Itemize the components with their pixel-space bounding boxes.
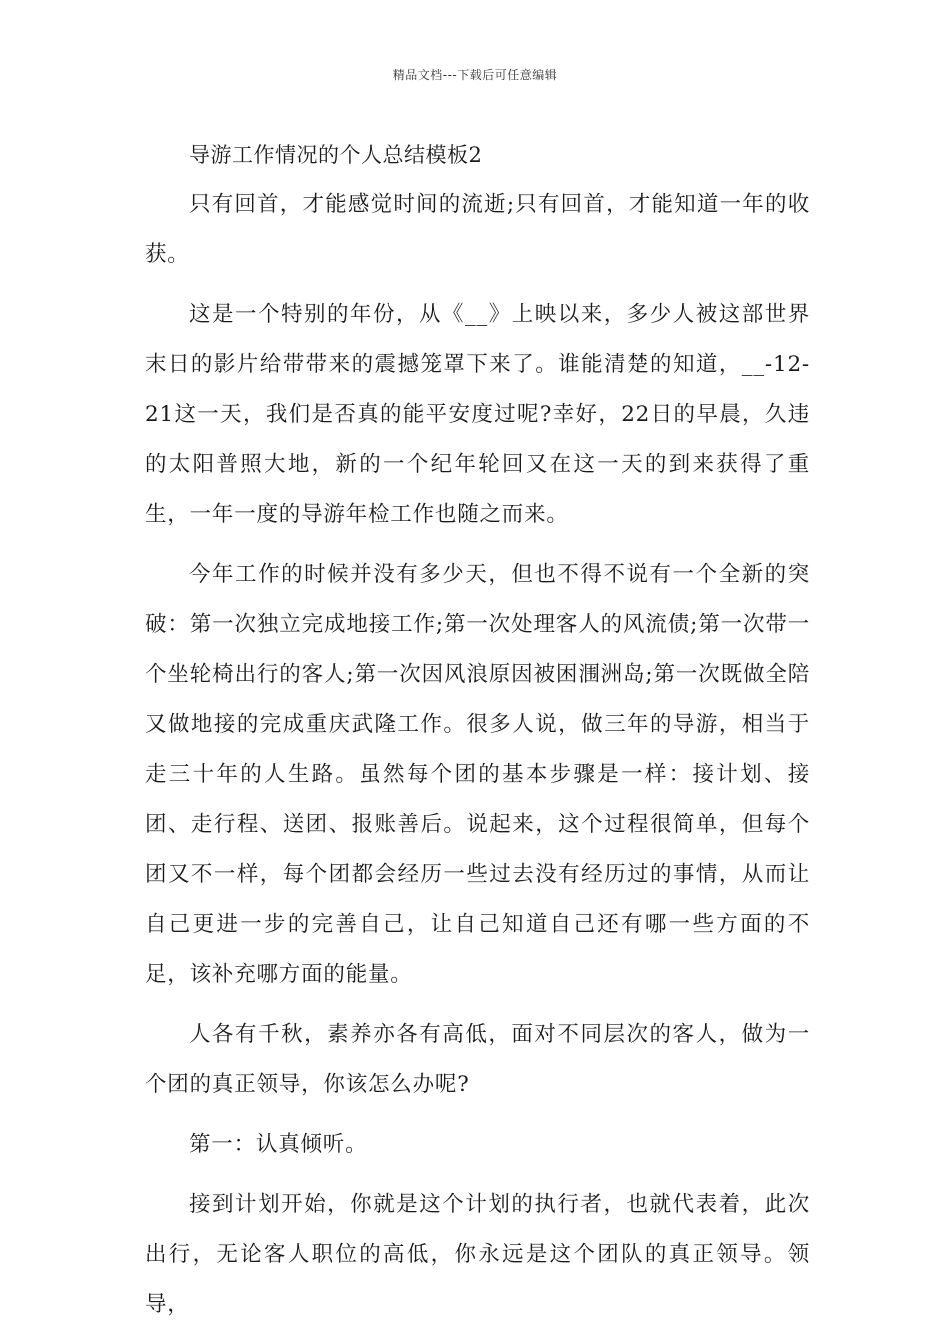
paragraph-leader: 接到计划开始，你就是这个计划的执行者，也就代表着，此次出行，无论客人职位的高低，你永远是这个团队的真正领导。领导， <box>145 1192 810 1317</box>
page-header: 精品文档---下载后可任意编辑 <box>392 68 558 82</box>
document-title: 导游工作情况的个人总结模板2 <box>189 143 483 167</box>
paragraph-breakthrough: 今年工作的时候并没有多少天，但也不得不说有一个全新的突破：第一次独立完成地接工作;第一次处理客人的风流债;第一次带一个坐轮椅出行的客人;第一次因风浪原因被困涠洲岛;第一次既做全陪又做地接的完成重庆武隆工作。很多人说，做三年的导游，相当于走三十年的人生路。虽然每个团的基本步骤是一样：接计划、接团、走行程、送团、报账善后。说起来，这个过程很简单，但每个团又不一样，每个团都会经历一些过去没有经历过的事情，从而让自己更进一步的完善自己，让自己知道自己还有哪一些方面的不足，该补充哪方面的能量。 <box>145 562 810 987</box>
document-body <box>145 130 810 1340</box>
paragraph-intro: 只有回首，才能感觉时间的流逝;只有回首，才能知道一年的收获。 <box>145 192 810 267</box>
paragraph-point-one: 第一：认真倾听。 <box>189 1132 368 1157</box>
paragraph-year: 这是一个特别的年份，从《__》上映以来，多少人被这部世界末日的影片给带带来的震撼笼罩下来了。谁能清楚的知道，__-12-21这一天，我们是否真的能平安度过呢?幸好，22日的早晨，久违的太阳普照大地，新的一个纪年轮回又在这一天的到来获得了重生，一年一度的导游年检工作也随之而来。 <box>145 302 810 527</box>
paragraph-guests: 人各有千秋，素养亦各有高低，面对不同层次的客人，做为一个团的真正领导，你该怎么办呢? <box>145 1022 810 1097</box>
